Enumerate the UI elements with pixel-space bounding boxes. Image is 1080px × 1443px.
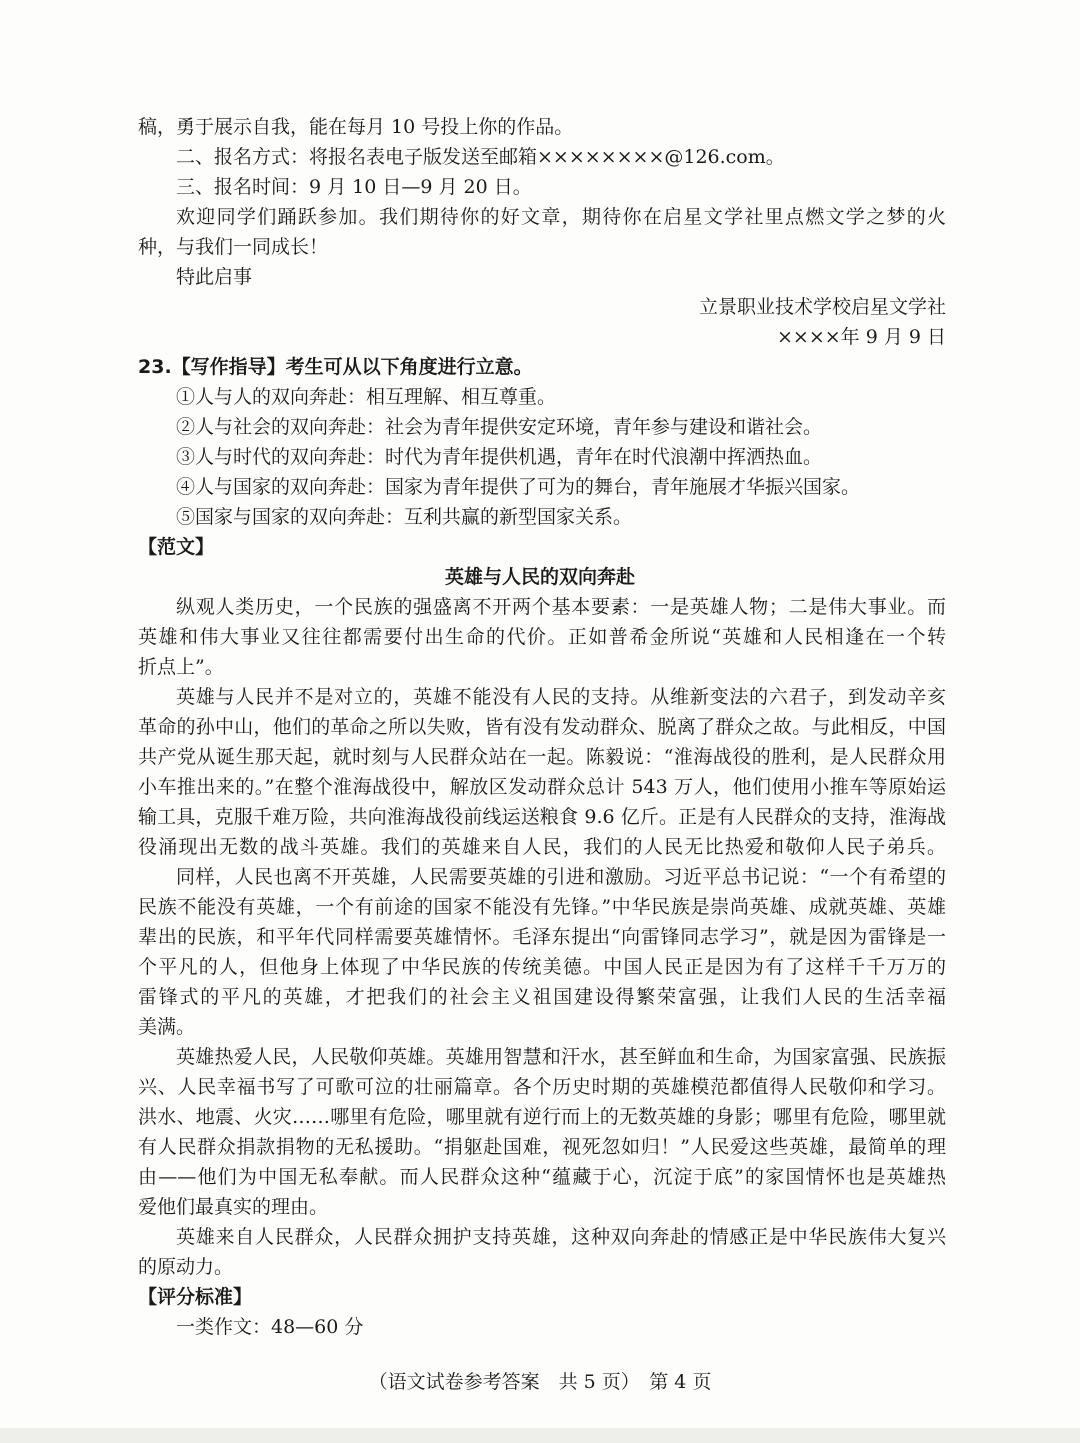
essay-line: 的原动力。 [138,1256,234,1278]
page-footer: （语文试卷参考答案 共 5 页） 第 4 页 [368,1371,712,1393]
essay-label: 【范文】 [138,536,215,558]
essay-line: 输工具，克服千难万险，共向淮海战役前线运送粮食 9.6 亿斤。正是有人民群众的支持，淮海战 [138,806,946,828]
essay-line: 爱他们最真实的理由。 [138,1196,329,1218]
notice-line-3: 三、报名时间：9 月 10 日—9 月 20 日。 [176,176,532,198]
essay-line: 同样，人民也离不开英雄，人民需要英雄的引进和激励。习近平总书记说：“一个有希望的 [176,866,946,888]
essay-line: 革命的孙中山，他们的革命之所以失败，皆有没有发动群众、脱离了群众之故。与此相反，中国 [138,716,946,738]
essay-line: 英雄来自人民群众，人民群众拥护支持英雄，这种双向奔赴的情感正是中华民族伟大复兴 [176,1226,946,1248]
essay-line: 雷锋式的平凡的英雄，才把我们的社会主义祖国建设得繁荣富强，让我们人民的生活幸福 [138,986,946,1008]
essay-line: 有人民群众捐款捐物的无私援助。“捐躯赴国难，视死忽如归！”人民爱这些英雄，最简单的理 [138,1136,946,1158]
essay-line: 辈出的民族，和平年代同样需要英雄情怀。毛泽东提出“向雷锋同志学习”，就是因为雷锋是一 [138,926,946,948]
scoring-first-class: 一类作文：48—60 分 [176,1316,364,1338]
scoring-label: 【评分标准】 [138,1286,253,1308]
q23-heading [138,355,946,379]
notice-line-1: 稿，勇于展示自我，能在每月 10 号投上你的作品。 [138,116,574,138]
essay-line: 由——他们为中国无私奉献。而人民群众这种“蕴藏于心，沉淀于底”的家国情怀也是英雄热 [138,1166,946,1188]
notice-line-5: 种，与我们一同成长！ [138,236,329,258]
q23-item: ②人与社会的双向奔赴：社会为青年提供安定环境，青年参与建设和谐社会。 [176,416,823,438]
essay-line: 英雄和伟大事业又往往都需要付出生命的代价。正如普希金所说“英雄和人民相逢在一个转 [138,626,946,648]
essay-line: 纵观人类历史，一个民族的强盛离不开两个基本要素：一是英雄人物；二是伟大事业。而 [176,596,946,618]
q23-heading-text: 23.【写作指导】考生可从以下角度进行立意。 [138,356,533,378]
q23-item: ①人与人的双向奔赴：相互理解、相互尊重。 [176,386,557,408]
q23-item: ⑤国家与国家的双向奔赴：互利共赢的新型国家关系。 [176,506,633,528]
essay-line: 折点上”。 [138,656,224,678]
essay-line: 美满。 [138,1016,196,1038]
essay-line: 兴、人民幸福书写了可歌可泣的壮丽篇章。各个历史时期的英雄模范都值得人民敬仰和学习。 [138,1076,946,1098]
scan-bottom-edge [0,1428,1080,1443]
essay-line: 个平凡的人，但他身上体现了中华民族的传统美德。中国人民正是因为有了这样千千万万的 [138,956,946,978]
essay-line: 共产党从诞生那天起，就时刻与人民群众站在一起。陈毅说：“淮海战役的胜利，是人民群众用 [138,746,946,768]
notice-line-4: 欢迎同学们踊跃参加。我们期待你的好文章，期待你在启星文学社里点燃文学之梦的火 [176,206,946,228]
q23-item: ④人与国家的双向奔赴：国家为青年提供了可为的舞台，青年施展才华振兴国家。 [176,476,861,498]
q23-item: ③人与时代的双向奔赴：时代为青年提供机遇，青年在时代浪潮中挥洒热血。 [176,446,823,468]
essay-title: 英雄与人民的双向奔赴 [444,566,635,588]
essay-line: 洪水、地震、火灾……哪里有危险，哪里就有逆行而上的无数英雄的身影；哪里有危险，哪里就 [138,1106,946,1128]
notice-signer: 立景职业技术学校启星文学社 [698,296,946,318]
notice-line-2: 二、报名方式：将报名表电子版发送至邮箱××××××××@126.com。 [176,146,785,168]
essay-line: 英雄热爱人民，人民敬仰英雄。英雄用智慧和汗水，甚至鲜血和生命，为国家富强、民族振 [176,1046,946,1068]
notice-date: ××××年 9 月 9 日 [776,326,946,348]
essay-line: 小车推出来的。”在整个淮海战役中，解放区发动群众总计 543 万人，他们使用小推车等原始运 [138,776,946,798]
essay-line: 民族不能没有英雄，一个有前途的国家不能没有先锋。”中华民族是崇尚英雄、成就英雄、英雄 [138,896,946,918]
notice-line-6: 特此启事 [176,266,253,288]
essay-line: 英雄与人民并不是对立的，英雄不能没有人民的支持。从维新变法的六君子，到发动辛亥 [176,686,946,708]
essay-line: 役涌现出无数的战斗英雄。我们的英雄来自人民，我们的人民无比热爱和敬仰人民子弟兵。 [138,836,946,858]
